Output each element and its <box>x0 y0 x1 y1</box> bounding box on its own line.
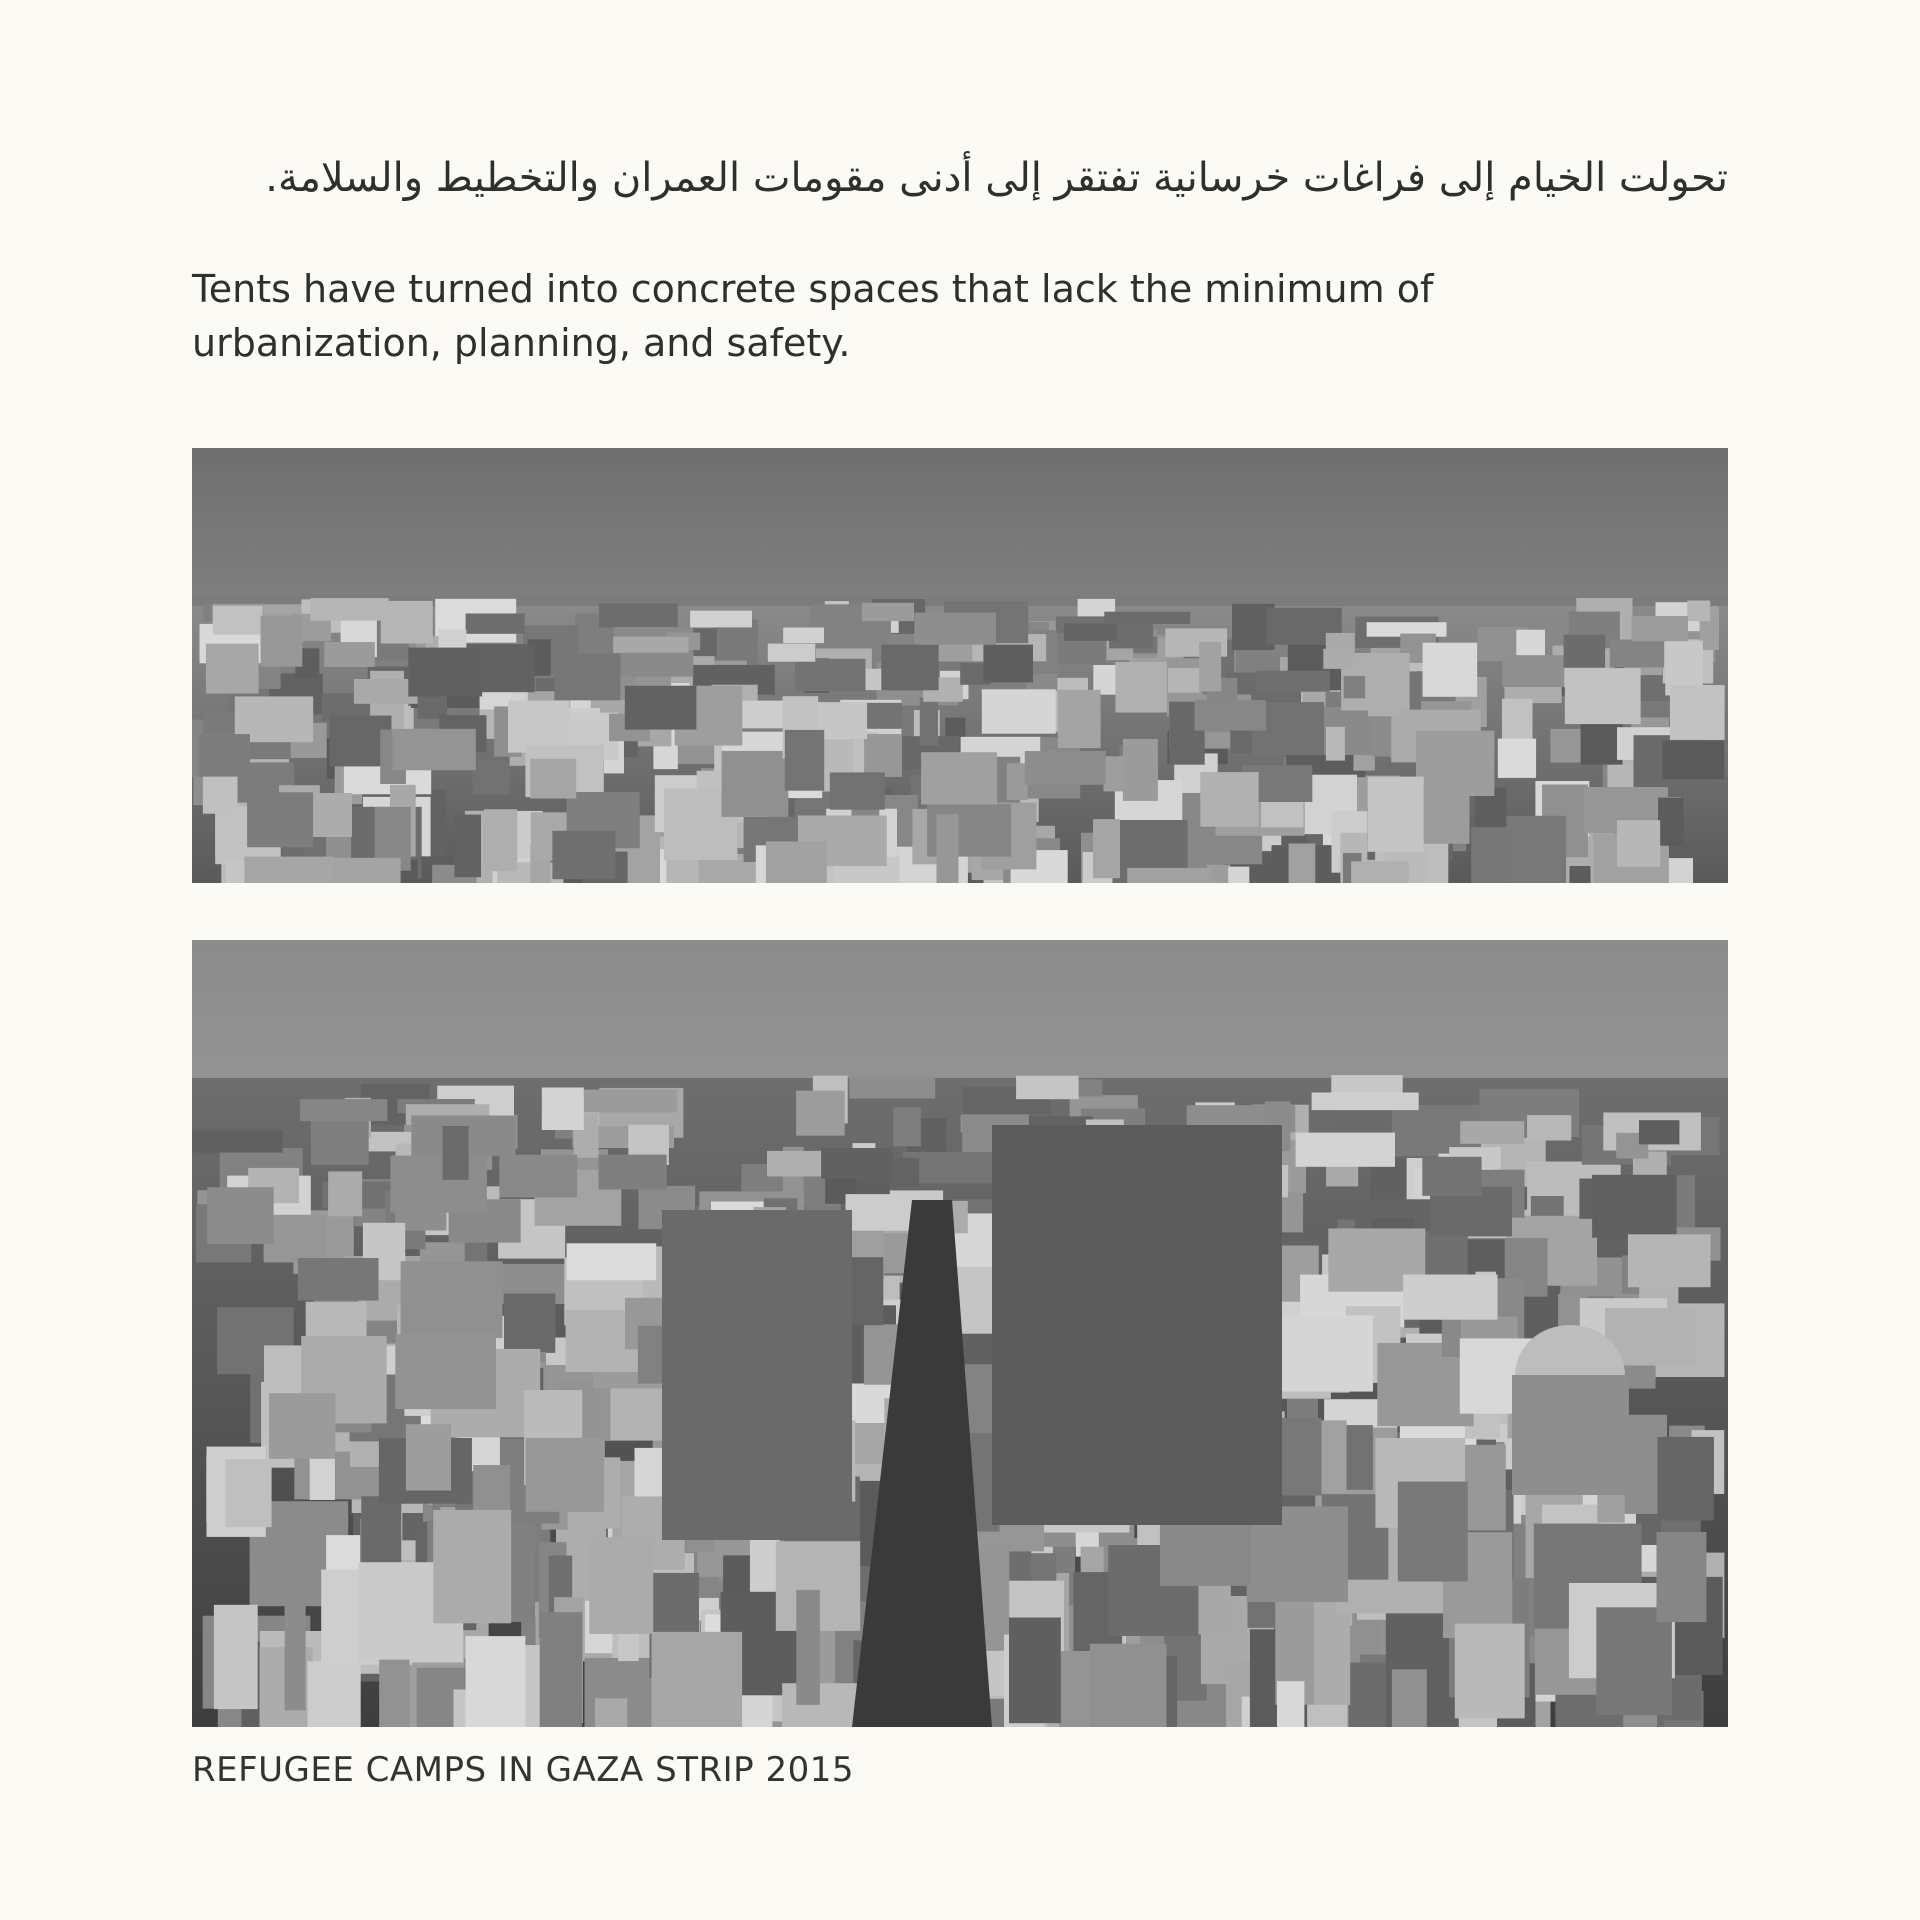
photo-aerial-street <box>192 940 1728 1727</box>
photo-caption: REFUGEE CAMPS IN GAZA STRIP 2015 <box>192 1750 854 1790</box>
arabic-heading: تحولت الخيام إلى فراغات خرسانية تفتقر إلى أدنى مقومات العمران والتخطيط والسلامة. <box>265 155 1728 201</box>
photo-panorama-camp <box>192 448 1728 883</box>
english-heading: Tents have turned into concrete spaces that lack the minimum of urbanization, planning, and safety. <box>192 267 1434 365</box>
